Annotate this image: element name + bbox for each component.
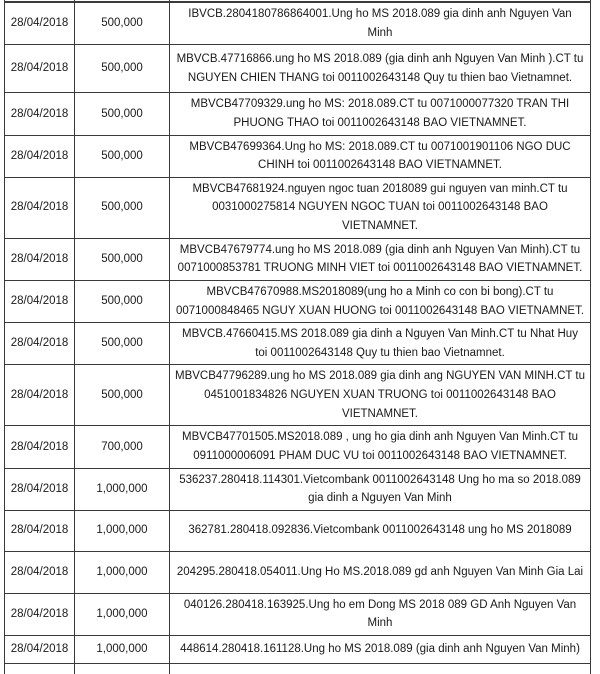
cell-description: MBVCB47670988.MS2018089(ung ho a Minh co con bi bong).CT tu 0071000848465 NGUY XUAN HUONG toi 0011002643148 BAO VIETNAMNET. (170, 281, 591, 322)
cell-description: MBVCB.47716866.ung ho MS 2018.089 (gia dinh anh Nguyen Van Minh ).CT tu NGUYEN CHIEN THANG toi 0011002643148 Quy tu thien bao Vietnamnet. (170, 45, 591, 92)
cell-date: 28/04/2018 (5, 136, 75, 177)
cell-date: 28/04/2018 (5, 636, 75, 663)
cell-amount: 1,000,000 (75, 552, 170, 593)
cell-amount: 500,000 (75, 93, 170, 134)
table-row (5, 426, 591, 468)
cell-date: 28/04/2018 (5, 45, 75, 92)
cell-amount: 500,000 (75, 323, 170, 364)
table-row (5, 178, 591, 239)
partial-row-bottom (5, 664, 591, 674)
table-row (5, 469, 591, 511)
cell-date: 28/04/2018 (5, 426, 75, 467)
cell-date: 28/04/2018 (5, 281, 75, 322)
cell-amount: 1,000,000 (75, 469, 170, 510)
cell-description: MBVCB47681924.nguyen ngoc tuan 2018089 gui nguyen van minh.CT tu 0031000275814 NGUYEN NGOC TUAN toi 0011002643148 BAO VIETNAMNET. (170, 178, 591, 238)
cell-amount: 500,000 (75, 239, 170, 280)
cell-description: 040126.280418.163925.Ung ho em Dong MS 2018 089 GD Anh Nguyen Van Minh (170, 594, 591, 635)
table-rows (5, 3, 591, 664)
cell-amount: 500,000 (75, 178, 170, 238)
cell-description: MBVCB47701505.MS2018.089 , ung ho gia dinh anh Nguyen Van Minh.CT tu 0911000006091 PHAM DUC VU toi 0011002643148 BAO VIETNAMNET. (170, 426, 591, 467)
cell-date: 28/04/2018 (5, 323, 75, 364)
table-row (5, 3, 591, 45)
cell-date: 28/04/2018 (5, 365, 75, 425)
table-row (5, 136, 591, 178)
table-row (5, 552, 591, 594)
cell-date: 28/04/2018 (5, 3, 75, 44)
cell-description (170, 0, 591, 1)
cell-description: 362781.280418.092836.Vietcombank 0011002643148 ung ho MS 2018089 (170, 511, 591, 551)
cell-amount: 1,000,000 (75, 511, 170, 551)
cell-amount: 500,000 (75, 136, 170, 177)
cell-description: MBVCB47699364.Ung ho MS: 2018.089.CT tu 0071001901106 NGO DUC CHINH toi 0011002643148 BAO VIETNAMNET. (170, 136, 591, 177)
cell-description: 204295.280418.054011.Ung Ho MS.2018.089 gd anh Nguyen Van Minh Gia Lai (170, 552, 591, 593)
table-row (5, 323, 591, 365)
cell-description: 536237.280418.114301.Vietcombank 0011002643148 Ung ho ma so 2018.089 gia dinh a Nguyen Van Minh (170, 469, 591, 510)
cell-amount: 500,000 (75, 45, 170, 92)
cell-date: 28/04/2018 (5, 511, 75, 551)
cell-amount: 500,000 (75, 3, 170, 44)
cell-description: MBVCB47796289.ung ho MS 2018.089 gia dinh ang NGUYEN VAN MINH.CT tu 0451001834826 NGUYEN XUAN TRUONG toi 0011002643148 BAO VIETNAMNET. (170, 365, 591, 425)
table-row (5, 281, 591, 323)
table-row (5, 93, 591, 135)
cell-amount: 500,000 (75, 365, 170, 425)
cell-description: MBVCB.47660415.MS 2018.089 gia dinh a Nguyen Van Minh.CT tu Nhat Huy toi 0011002643148 Quy tu thien bao Vietnamnet. (170, 323, 591, 364)
cell-amount: 1,000,000 (75, 594, 170, 635)
table-row (5, 239, 591, 281)
cell-date: 28/04/2018 (5, 469, 75, 510)
cell-amount: 500,000 (75, 281, 170, 322)
cell-date: 28/04/2018 (5, 594, 75, 635)
cell-date: 28/04/2018 (5, 239, 75, 280)
cell-date (5, 664, 75, 674)
cell-amount (75, 0, 170, 1)
cell-amount: 700,000 (75, 426, 170, 467)
cell-description: MBVCB47679774.ung ho MS 2018.089 (gia dinh anh Nguyen Van Minh).CT tu 0071000853781 TRUONG MINH VIET toi 0011002643148 BAO VIETNAMNET. (170, 239, 591, 280)
cell-description: IBVCB.2804180786864001.Ung ho MS 2018.089 gia dinh anh Nguyen Van Minh (170, 3, 591, 44)
cell-date: 28/04/2018 (5, 93, 75, 134)
table-row (5, 636, 591, 664)
cell-description: 448614.280418.161128.Ung ho MS 2018.089 (gia dinh anh Nguyen Van Minh) (170, 636, 591, 663)
table-row (5, 511, 591, 552)
cell-amount: 1,000,000 (75, 636, 170, 663)
table-row (5, 45, 591, 93)
cell-amount (75, 664, 170, 674)
cell-date (5, 0, 75, 1)
cell-description: MBVCB47709329.ung ho MS: 2018.089.CT tu 0071000077320 TRAN THI PHUONG THAO toi 0011002643148 BAO VIETNAMNET. (170, 93, 591, 134)
table-row (5, 594, 591, 636)
transactions-table (4, 0, 591, 674)
cell-description (170, 664, 591, 674)
table-row (5, 365, 591, 426)
cell-date: 28/04/2018 (5, 178, 75, 238)
cell-date: 28/04/2018 (5, 552, 75, 593)
